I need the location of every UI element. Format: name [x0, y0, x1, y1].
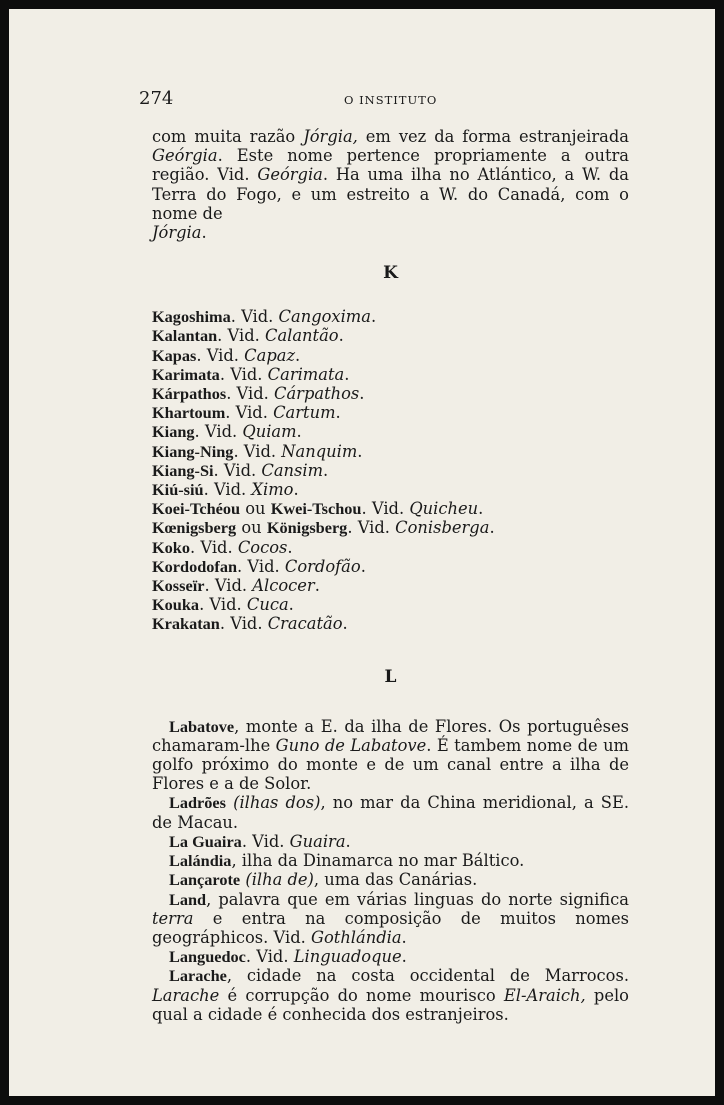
entry: Kiang-Si. Vid. Cansim. — [152, 460, 329, 480]
entry-text: . Vid. — [241, 831, 290, 851]
entry-head: Kordodofan — [152, 556, 238, 576]
entry-la-guaira — [152, 832, 629, 851]
entry-head: Khartoum — [152, 403, 226, 423]
vid-label: Vid. — [214, 576, 248, 596]
entry-head: Labatove — [169, 716, 235, 736]
entry-ref: Cocos — [237, 537, 288, 557]
section-letter-k: K — [383, 263, 398, 284]
entry-head-alt: Kwei-Tschou — [270, 499, 362, 519]
entry: Krakatan. Vid. Cracatão. — [152, 614, 348, 634]
entry-head: La Guaira — [169, 831, 242, 851]
entry-text: , palavra que em várias linguas do norte significa — [206, 889, 629, 909]
entry: Kiang-Ning. Vid. Nanquim. — [152, 441, 363, 461]
entry-text: . — [345, 831, 351, 851]
intro-text: . Ha uma ilha no Atlántico, a W. da Terra do — [152, 165, 629, 204]
entry-italic: Gothlándia — [310, 927, 402, 947]
entry-text: . É tambem nome de um golfo próximo do monte e de um canal entre a ilha de Flores e a de Solor. — [152, 735, 629, 794]
entry: Kárpathos. Vid. Cárpathos. — [152, 384, 365, 404]
entry-head: Koei-Tchéou — [152, 499, 241, 519]
entry-ladroes — [152, 793, 629, 831]
vid-label: Vid. — [223, 460, 257, 480]
vid-label: Vid. — [371, 499, 405, 519]
page-body — [152, 127, 629, 1024]
intro-text: em vez da forma estranjeirada — [357, 127, 630, 146]
vid-label: Vid. — [235, 403, 268, 423]
or-label: ou — [245, 499, 266, 519]
page-number: 274 — [139, 88, 174, 109]
entry-ref: Cuca — [246, 595, 289, 615]
entry-text: , ilha da Dinamarca no mar Báltico. — [231, 851, 525, 871]
entry: Kiang. Vid. Quiam. — [152, 422, 302, 442]
intro-text: com muita razão — [152, 127, 304, 146]
entry-ref: Capaz — [244, 345, 296, 365]
entry-head: Kapas — [152, 345, 197, 365]
entry-text: . — [401, 947, 407, 967]
entry-head: Kárpathos — [152, 384, 227, 404]
entry-lancarote — [152, 870, 629, 889]
entry: Kiú-siú. Vid. Ximo. — [152, 480, 299, 500]
entry-head: Kiang-Ning — [152, 441, 234, 461]
vid-label: Vid. — [206, 345, 239, 365]
vid-label: Vid. — [243, 441, 277, 461]
entry-ref: Conisberga — [395, 518, 490, 538]
entry: Kosseïr. Vid. Alcocer. — [152, 576, 320, 596]
intro-text: . Este nome pertence propriamente a outra região. — [152, 146, 629, 185]
entry-head: Ladrões — [169, 793, 226, 813]
vid-label: Vid. — [227, 326, 260, 346]
entry-head: Kagoshima — [152, 307, 231, 327]
entry-ref: Cansim — [261, 460, 324, 480]
entry-head: Krakatan — [152, 614, 220, 634]
entry-ref: Quiam — [242, 422, 297, 442]
entry-head: Larache — [169, 966, 227, 986]
entry-ref: Cordofão — [284, 556, 361, 576]
entry-italic: Linguadoque — [293, 947, 402, 967]
entry-head: Kœnigsberg — [152, 518, 237, 538]
entry-head: Lalándia — [169, 851, 232, 871]
entry: Kordodofan. Vid. Cordofão. — [152, 556, 366, 576]
entry: Kouka. Vid. Cuca. — [152, 595, 294, 615]
entry-italic: terra — [152, 908, 194, 928]
entry-ref: Ximo — [251, 480, 294, 500]
entry: Koei-Tchéou ou Kwei-Tschou. Vid. Quicheu. — [152, 499, 484, 519]
vid-label: Vid. — [247, 556, 280, 576]
entry-head: Kiang-Si — [152, 460, 214, 480]
intro-italic: Geórgia — [152, 146, 218, 166]
entry-head: Kalantan — [152, 326, 218, 346]
intro-italic: Jórgia, — [303, 127, 358, 146]
entry-italic: El-Araich, — [503, 985, 586, 1005]
entry-text: . Vid. — [245, 947, 294, 967]
intro-text: . — [201, 223, 207, 243]
vid-label: Vid. — [357, 518, 390, 538]
vid-label: Vid. — [236, 384, 269, 404]
section-letter-l: L — [384, 666, 397, 687]
entry-ref: Nanquim — [281, 441, 358, 461]
vid-label: Vid. — [230, 614, 263, 634]
entry-languedoc — [152, 947, 629, 966]
vid-label: Vid. — [241, 307, 274, 327]
entry-italic: (ilhas dos) — [233, 793, 321, 813]
entry-head: Kiang — [152, 422, 195, 442]
entry-ref: Alcocer — [252, 576, 315, 596]
vid-label: Vid. — [213, 480, 247, 500]
vid-label: Vid. — [200, 537, 233, 557]
entry: Kalantan. Vid. Calantão. — [152, 326, 344, 346]
entry-head-alt: Königsberg — [266, 518, 348, 538]
entry: Karimata. Vid. Carimata. — [152, 364, 350, 384]
intro-text: Fogo, e um estreito a W. do Canadá, com o nome de — [152, 184, 629, 223]
entry-head: Kosseïr — [152, 576, 205, 596]
entry-ref: Cartum — [273, 403, 336, 423]
entry-land — [152, 890, 629, 948]
entry-text: e entra na composição de muitos nomes geográphicos. Vid. — [152, 908, 629, 947]
entry-head: Koko — [152, 537, 191, 557]
entry-lalandia — [152, 851, 629, 870]
vid-label: Vid. — [230, 364, 263, 384]
entry-italic: Guno de Labatove — [275, 735, 427, 755]
entry-text: , monte a E. da ilha de Flores. Os portuguêses chamaram-lhe — [152, 716, 629, 755]
entry-larache — [152, 966, 629, 1024]
entry-head: Karimata — [152, 364, 220, 384]
vid-label: Vid. — [209, 595, 242, 615]
entry-text: pelo qual a cidade é conhecida dos estranjeiros. — [152, 985, 629, 1024]
entry: Kœnigsberg ou Königsberg. Vid. Conisberga. — [152, 518, 495, 538]
entry-text: é corrupção do nome mourisco — [219, 985, 504, 1005]
entry-text: , cidade na costa occidental de Marrocos. — [226, 966, 629, 986]
entry-head: Lançarote — [169, 870, 241, 890]
entry-ref: Calantão — [264, 326, 339, 346]
entry-ref: Cangoxima — [278, 307, 371, 327]
vid-label: Vid. — [204, 422, 238, 442]
entry-text: , uma das Canárias. — [313, 870, 478, 890]
intro-italic: Geórgia — [257, 165, 323, 185]
entry: Khartoum. Vid. Cartum. — [152, 403, 341, 423]
entry-labatove — [152, 717, 629, 794]
entry-ref: Cracatão — [267, 614, 343, 634]
entry-ref: Quicheu — [409, 499, 479, 519]
entry-head: Kiú-siú — [152, 480, 204, 500]
running-head — [139, 88, 659, 112]
or-label: ou — [241, 518, 262, 538]
entry-ref: Carimata — [267, 364, 345, 384]
entry-text: . — [401, 927, 407, 947]
book-page — [9, 9, 715, 1096]
entry-text: , no mar da China meridional, a SE. de Macau. — [152, 793, 630, 832]
entry: Kagoshima. Vid. Cangoxima. — [152, 307, 377, 327]
intro-paragraph — [152, 127, 629, 242]
entry-italic: (ilha de) — [245, 870, 314, 890]
intro-text: Vid. — [217, 165, 258, 185]
entry: Kapas. Vid. Capaz. — [152, 345, 301, 365]
entry-head: Kouka — [152, 595, 200, 615]
running-title: O INSTITUTO — [344, 93, 438, 107]
intro-italic: Jórgia — [152, 223, 202, 243]
entry-italic: Larache — [152, 985, 220, 1005]
entry-head: Languedoc — [169, 947, 246, 967]
entry-italic: Guaira — [289, 831, 346, 851]
entry: Koko. Vid. Cocos. — [152, 537, 293, 557]
entry-head: Land — [169, 889, 207, 909]
entry-ref: Cárpathos — [274, 384, 360, 404]
